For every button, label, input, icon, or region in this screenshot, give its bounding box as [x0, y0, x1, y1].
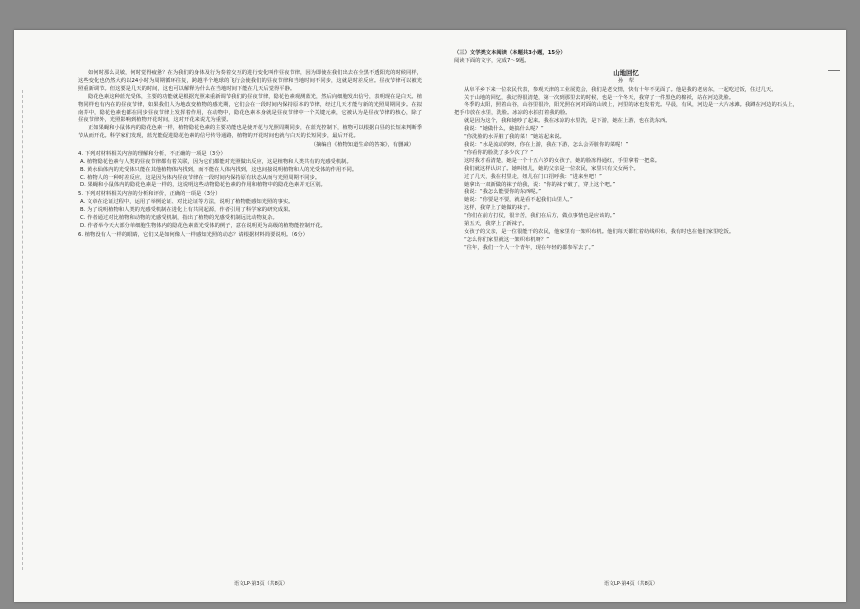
story-paragraph: 我说：“她做什么，她搞什么呢？”: [464, 126, 544, 133]
story-paragraph: 我说：“水是流动的呀，你在上游，我在下游，怎么会弄脏你的菜呢！”: [464, 141, 629, 148]
question-5: [78, 191, 422, 231]
section-instruction: 阅读下面的文字，完成7～9题。: [454, 57, 530, 64]
page-footer-left: 语文LP·第3页（共8页）: [234, 581, 288, 587]
source-signature: （摘编自《植物知道生命的答案》，有删减）: [310, 142, 414, 149]
question-stem: 5. 下列对材料相关内容的分析和评价，正确的一项是（3分）: [78, 191, 221, 198]
story-title: 山地回忆: [613, 68, 639, 77]
intro-paragraph: 如何时那么灵敏，何时觉得疲惫？在为我们的身体及行为奏着交互的进行变化叫作昼夜节律，因为即使在我们出去在全黑不透阳光的时候同样，这些变化也仍然大约以24小时为周期循环往复，跨越半个地球的飞行会使我们的昼夜节律和当地时间不同步，这就是时差反应。昼夜节律可以被光照重新调节。但这要是几天的时间，这也可以解释为什么在当地时间下能在几天后觉得平静。: [78, 70, 422, 92]
option-d: D. 作者举今天大部分单细胞生物体内的隐花色素蓝光受体的例子，意在说明更为高级的植物能控制开花。: [80, 222, 326, 229]
page-footer-right: 语文LP·第4页（共8页）: [604, 581, 658, 587]
question-stem: 4. 下列对材料相关内容的理解和分析，不正确的一项是（3分）: [78, 150, 226, 157]
intro-paragraph: 正如果蝇和小鼠体内的隐花色素一样，植物隐花色素的主要功能也是使开花与光照周期同步，在蓝光控制下，植物可以根据白昼的长短来判断季节从而开花。科学家们发现，蓝光能促进隐花色素的信号传导通路，植物的开花时间也就与白天的长短同步，最后开花。: [78, 125, 422, 140]
story-author: 孙 犁: [618, 77, 634, 84]
story-body: [454, 87, 798, 253]
intro-paragraph: 隐花色素这种蓝光受体，主要的功能就是根据光照来重新调节我们的昼夜节律，隐花色素观测蓝光，然后向细胞发出信号，表明现在是白天。植物同样也有内在的昼夜节律，如果我们人为地改变植物的感光期，它们会在一段时间内保持原本的节律，经过几天才能与新的光照周期同步。在拟南芥中，隐花色素也都在同步昼夜节律上发挥着作用，在动物中，隐花色素本身就是昼夜节律中一个关键元素，它被认为是昼夜节律的核心，除了昼夜节律外，光照影响到植物开花时间，这对开花来说尤为重要。: [78, 93, 422, 124]
section-heading: （三）文学类文本阅读（本题共3小题，15分）: [454, 50, 566, 56]
story-paragraph: 第五天，我穿上了新袜子。: [464, 221, 528, 228]
option-a: A. 植物隐花色素与人类的昼夜节律都有着关联，因为它们都能对光照做出反应，这是植物和人类共有的光感受机制。: [80, 158, 352, 165]
story-paragraph: “你看你的脸洗了多少次了？”: [464, 149, 534, 156]
story-paragraph: 过了几天，我在村里走，妞儿在门口招呼我：“进来坐吧！”: [464, 173, 602, 180]
story-paragraph: 冬季的太阳，照着山谷，山谷里很冷，阳光照在河对面的山坡上，河里的冰也发着光。早晨，有风，河边是一大片冰滩。我蹲在河边的石头上，把手巾放在水里，洗脸。冰凉的水拍打着我的脸。: [454, 102, 798, 117]
option-c: C. 植物人的一种时差反应，这是因为体内昼夜节律在一段时间内保持原有状态从而与光照周期不同步。: [80, 174, 321, 181]
story-paragraph: 就是因为这个，我和她吵了起来。我在冰凉的水里洗，是下游，她在上游，也在洗东西。: [464, 118, 671, 125]
story-paragraph: “往年，我们一个人一个青年，现在年轻的都参军去了。”: [464, 244, 594, 251]
option-a: A. 文章在论证过程中，运用了举例论证、对比论证等方法，说明了植物能感知光照的事实。: [80, 199, 294, 206]
page-edge-mark: [828, 70, 840, 71]
left-page: [78, 70, 422, 239]
story-paragraph: 这样，我穿上了她做的袜子。: [464, 205, 533, 212]
question-6: [78, 232, 422, 240]
story-paragraph: 她拿出一双新做的袜子给我，说：“你的袜子破了，穿上这个吧。”: [464, 181, 616, 188]
story-paragraph: 这时我才看清楚，她是一个十五六岁的女孩子，她的脸冻得通红，手里拿着一把菜。: [464, 157, 660, 164]
story-paragraph: 从阜平乡下来一位农民代表，参观天津的工业展览会，我们是老交情，快有十年不见面了。他是我的老房东，一起吃过饭，住过几天。: [464, 86, 777, 93]
story-paragraph: 女孩子的父亲，是一位很能干的农民，他家里有一架织布机。他们每天都忙着纺线织布，我有时也在他们家里吃饭。: [464, 228, 735, 235]
option-d: D. 果蝇和小鼠体内的隐花色素是一样的，这说明这些动物隐花色素的作用和植物中的隐花色素并无区别。: [80, 182, 326, 189]
story-paragraph: “你洗脸的水弄脏了我的菜！”她站起来说。: [464, 134, 565, 141]
scanned-exam-sheet: [14, 30, 846, 602]
story-paragraph: 我说：“我怎么能要你的东西呢。”: [464, 189, 541, 196]
story-paragraph: 关于山地的回忆，我记得很清楚，第一次到那里去的时候，也是一个冬天，我穿了一件黑色的棉袄，站在河边洗脸。: [464, 94, 735, 101]
binding-line: [22, 90, 29, 570]
option-b: B. 为了说明植物和人类的光感受机制在进化上有共同起源，作者引用了科学家的研究成果。: [80, 207, 294, 213]
story-paragraph: 她说：“你要是不要，就是看不起我们山里人。”: [464, 197, 573, 204]
story-paragraph: “怎么你们家里就这一架织布机呀？”: [464, 236, 549, 243]
question-stem: 6. 植物没有人一样的眼睛，它们又是如何像人一样感知光照的动态？请根据材料简要说明。（6分）: [78, 231, 308, 238]
question-4: [78, 151, 422, 191]
option-c: C. 作者通过对比植物和动物的光感受机制，指出了植物的光感受机制远比动物复杂。: [80, 214, 278, 221]
option-b: B. 黄水仙体内的光受体只能在其他植物体内找到，而不能在人体内找到，这也间接说明植物和人的光受体的作用不同。: [80, 166, 358, 173]
story-paragraph: 我们就这样认识了。她叫妞儿，她的父亲是一位农民，家里只有父女两个。: [464, 165, 639, 172]
right-page: [454, 50, 798, 253]
story-paragraph: “你们在前方打仗，很辛苦，我们在后方，做点事情也是应该的。”: [464, 213, 616, 220]
